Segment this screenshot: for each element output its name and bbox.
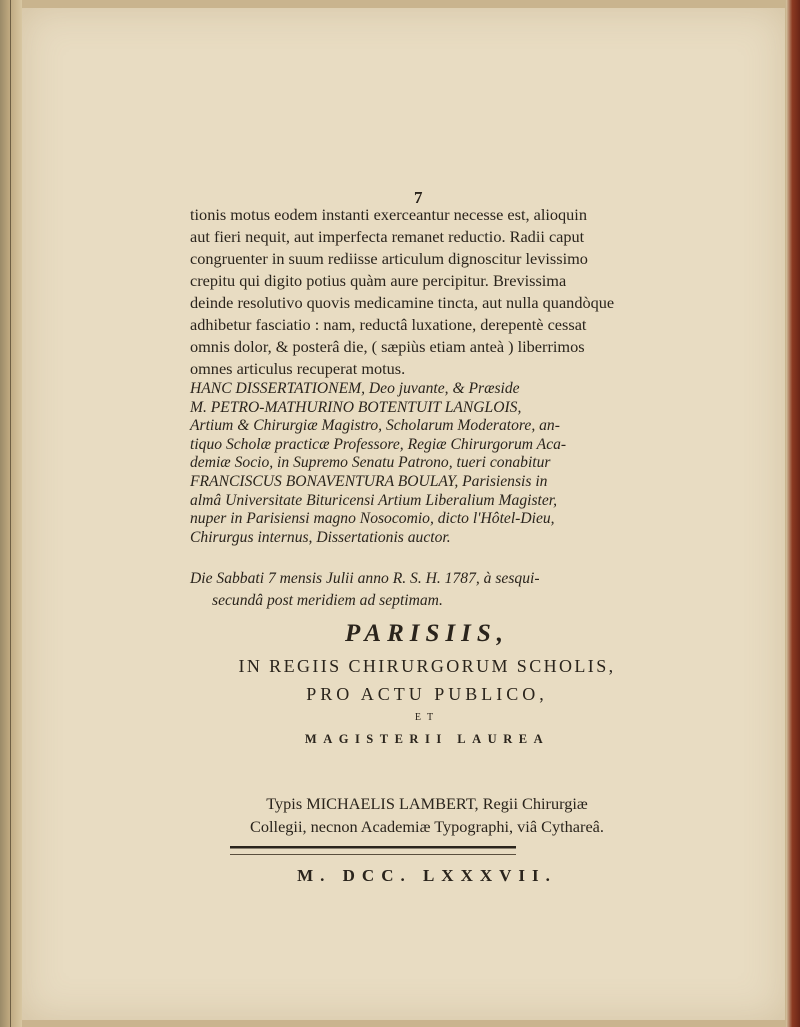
- document-page: [22, 8, 785, 1020]
- publication-year: M. DCC. LXXXVII.: [297, 866, 557, 885]
- schools-line: IN REGIIS CHIRURGORUM SCHOLIS,: [238, 656, 616, 676]
- text-line: adhibetur fasciatio : nam, reductâ luxatione, derepentè cessat: [190, 315, 587, 334]
- printer-imprint: [192, 792, 662, 838]
- dedication-line: almâ Universitate Bituricensi Artium Liberalium Magister,: [190, 491, 558, 509]
- dedication-line: FRANCISCUS BONAVENTURA BOULAY, Parisiensis in: [190, 472, 548, 490]
- date-block: [190, 568, 648, 612]
- dedication-line: demiæ Socio, in Supremo Senatu Patrono, tueri conabitur: [190, 454, 551, 472]
- ornamental-rule: [230, 846, 516, 850]
- text-line: omnes articulus recuperat motus.: [190, 359, 406, 378]
- spine-line: [10, 0, 11, 1027]
- text-line: tionis motus eodem instanti exerceantur necesse est, alioquin: [190, 205, 587, 224]
- laurea-line: MAGISTERII LAUREA: [304, 732, 550, 746]
- place-heading: PARISIIS,: [344, 620, 509, 647]
- conjunction-line: ET: [414, 712, 440, 723]
- text-line: deinde resolutivo quovis medicamine tincta, aut nulla quandòque: [190, 293, 615, 312]
- page-number: 7: [414, 188, 423, 207]
- dedication-line: Chirurgus internus, Dissertationis auctor.: [190, 528, 451, 546]
- thin-rule: [230, 854, 516, 855]
- public-act-line: PRO ACTU PUBLICO,: [306, 684, 548, 704]
- text-line: crepitu qui digito potius quàm aure percipitur. Brevissima: [190, 271, 567, 290]
- text-line: omnis dolor, & posterâ die, ( sæpiùs etiam anteà ) liberrimos: [190, 337, 585, 356]
- date-line: secundâ post meridiem ad septimam.: [212, 592, 443, 609]
- imprint-line: Typis MICHAELIS LAMBERT, Regii Chirurgiæ: [266, 794, 588, 813]
- dedication-line: HANC DISSERTATIONEM, Deo juvante, & Præside: [190, 380, 520, 397]
- dedication-block: [190, 380, 648, 547]
- dedication-line: tiquo Scholæ practicæ Professore, Regiæ Chirurgorum Aca-: [190, 435, 567, 453]
- text-line: congruenter in suum rediisse articulum dignoscitur levissimo: [190, 249, 588, 268]
- page-edge: [786, 0, 800, 1027]
- date-line: Die Sabbati 7 mensis Julii anno R. S. H. 1787, à sesqui-: [190, 570, 540, 587]
- dedication-line: M. PETRO-MATHURINO BOTENTUIT LANGLOIS,: [190, 398, 522, 416]
- body-paragraph: [190, 204, 648, 380]
- book-spine: [0, 0, 22, 1027]
- imprint-line: Collegii, necnon Academiæ Typographi, viâ Cythareâ.: [250, 817, 604, 836]
- text-line: aut fieri nequit, aut imperfecta remanet reductio. Radii caput: [190, 227, 585, 246]
- dedication-line: nuper in Parisiensi magno Nosocomio, dicto l'Hôtel-Dieu,: [190, 510, 555, 528]
- dedication-line: Artium & Chirurgiæ Magistro, Scholarum Moderatore, an-: [190, 417, 560, 435]
